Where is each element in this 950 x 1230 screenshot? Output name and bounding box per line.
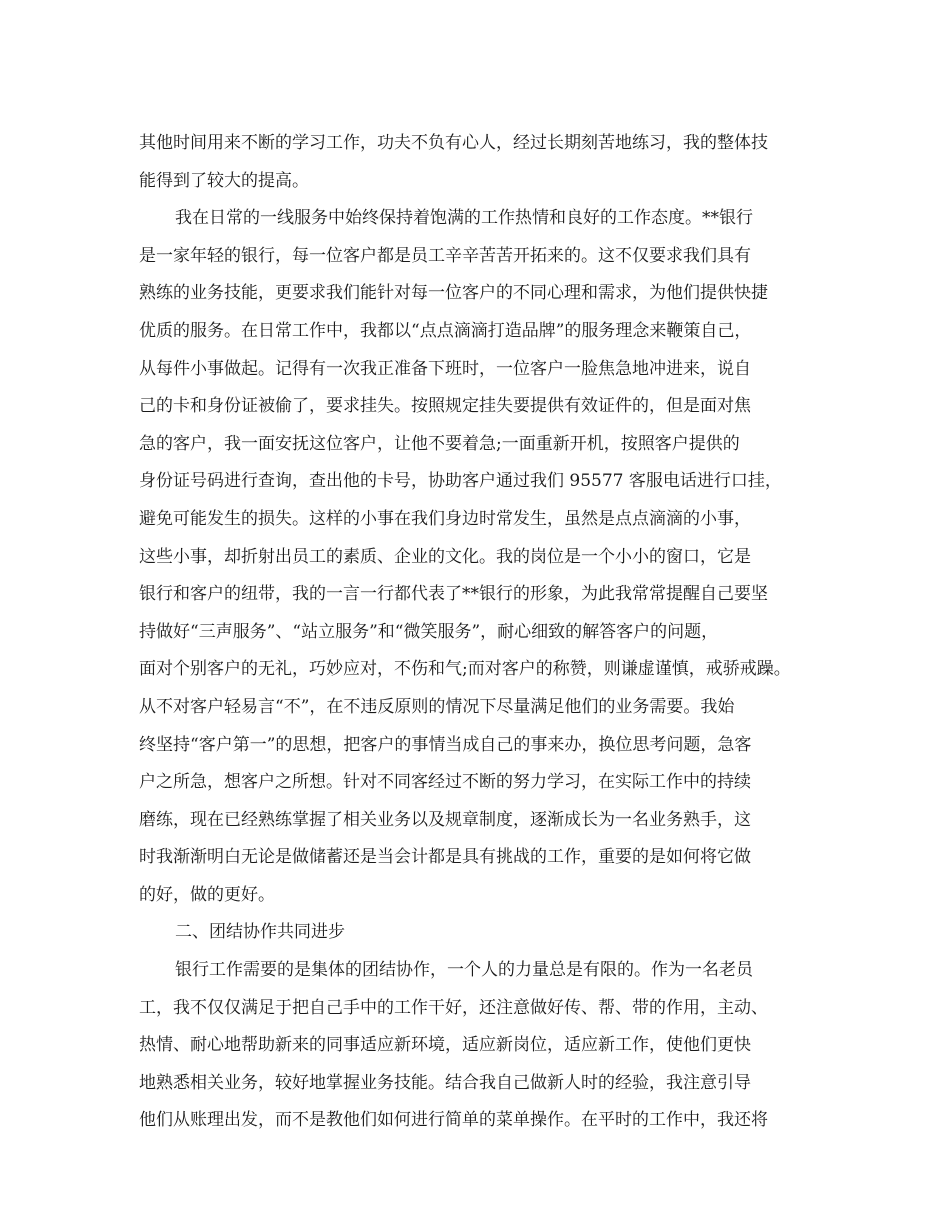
text-line: 地熟悉相关业务，较好地掌握业务技能。结合我自己做新人时的经验，我注意引导 bbox=[139, 1072, 751, 1093]
text-line: 的好，做的更好。 bbox=[139, 884, 275, 905]
text-line: 二、团结协作共同进步 bbox=[175, 922, 345, 943]
text-line: 面对个别客户的无礼，巧妙应对，不伤和气;而对客户的称赞，则谦虚谨慎，戒骄戒躁。 bbox=[139, 659, 791, 680]
text-line: 户之所急，想客户之所想。针对不同客经过不断的努力学习，在实际工作中的持续 bbox=[139, 772, 751, 793]
text-line: 终坚持“客户第一”的思想，把客户的事情当成自己的事来办，换位思考问题，急客 bbox=[139, 734, 752, 755]
text-line: 我在日常的一线服务中始终保持着饱满的工作热情和良好的工作态度。**银行 bbox=[175, 208, 753, 229]
text-line: 他们从账理出发，而不是教他们如何进行简单的菜单操作。在平时的工作中，我还将 bbox=[139, 1110, 768, 1131]
text-line: 急的客户，我一面安抚这位客户，让他不要着急;一面重新开机，按照客户提供的 bbox=[139, 433, 740, 454]
text-line: 从每件小事做起。记得有一次我正准备下班时，一位客户一脸焦急地冲进来，说自 bbox=[139, 358, 751, 379]
text-line: 是一家年轻的银行，每一位客户都是员工辛辛苦苦开拓来的。这不仅要求我们具有 bbox=[139, 245, 751, 266]
text-line: 这些小事，却折射出员工的素质、企业的文化。我的岗位是一个小小的窗口，它是 bbox=[139, 546, 751, 567]
text-line: 从不对客户轻易言“不”，在不违反原则的情况下尽量满足他们的业务需要。我始 bbox=[139, 696, 735, 717]
text-line: 持做好“三声服务”、“站立服务”和“微笑服务”，耐心细致的解答客户的问题， bbox=[139, 621, 719, 642]
text-line: 避免可能发生的损失。这样的小事在我们身边时常发生，虽然是点点滴滴的小事， bbox=[139, 508, 751, 529]
text-line: 己的卡和身份证被偷了，要求挂失。按照规定挂失要提供有效证件的，但是面对焦 bbox=[139, 396, 751, 417]
document-body bbox=[139, 125, 819, 1140]
text-line: 磨练，现在已经熟练掌握了相关业务以及规章制度，逐渐成长为一名业务熟手，这 bbox=[139, 809, 751, 830]
text-line: 银行和客户的纽带，我的一言一行都代表了**银行的形象，为此我常常提醒自己要坚 bbox=[139, 584, 768, 605]
text-line: 优质的服务。在日常工作中，我都以“点点滴滴打造品牌”的服务理念来鞭策自己， bbox=[139, 320, 752, 341]
text-line: 热情、耐心地帮助新来的同事适应新环境，适应新岗位，适应新工作，使他们更快 bbox=[139, 1035, 751, 1056]
text-line: 工，我不仅仅满足于把自己手中的工作干好，还注意做好传、帮、带的作用，主动、 bbox=[139, 997, 768, 1018]
text-line: 身份证号码进行查询，查出他的卡号，协助客户通过我们 95577 客服电话进行口挂， bbox=[139, 471, 782, 492]
text-line: 银行工作需要的是集体的团结协作，一个人的力量总是有限的。作为一名老员 bbox=[175, 960, 753, 981]
text-line: 时我渐渐明白无论是做储蓄还是当会计都是具有挑战的工作，重要的是如何将它做 bbox=[139, 847, 751, 868]
text-line: 能得到了较大的提高。 bbox=[139, 170, 309, 191]
text-line: 其他时间用来不断的学习工作，功夫不负有心人，经过长期刻苦地练习，我的整体技 bbox=[139, 133, 768, 153]
text-line: 熟练的业务技能，更要求我们能针对每一位客户的不同心理和需求，为他们提供快捷 bbox=[139, 283, 768, 304]
